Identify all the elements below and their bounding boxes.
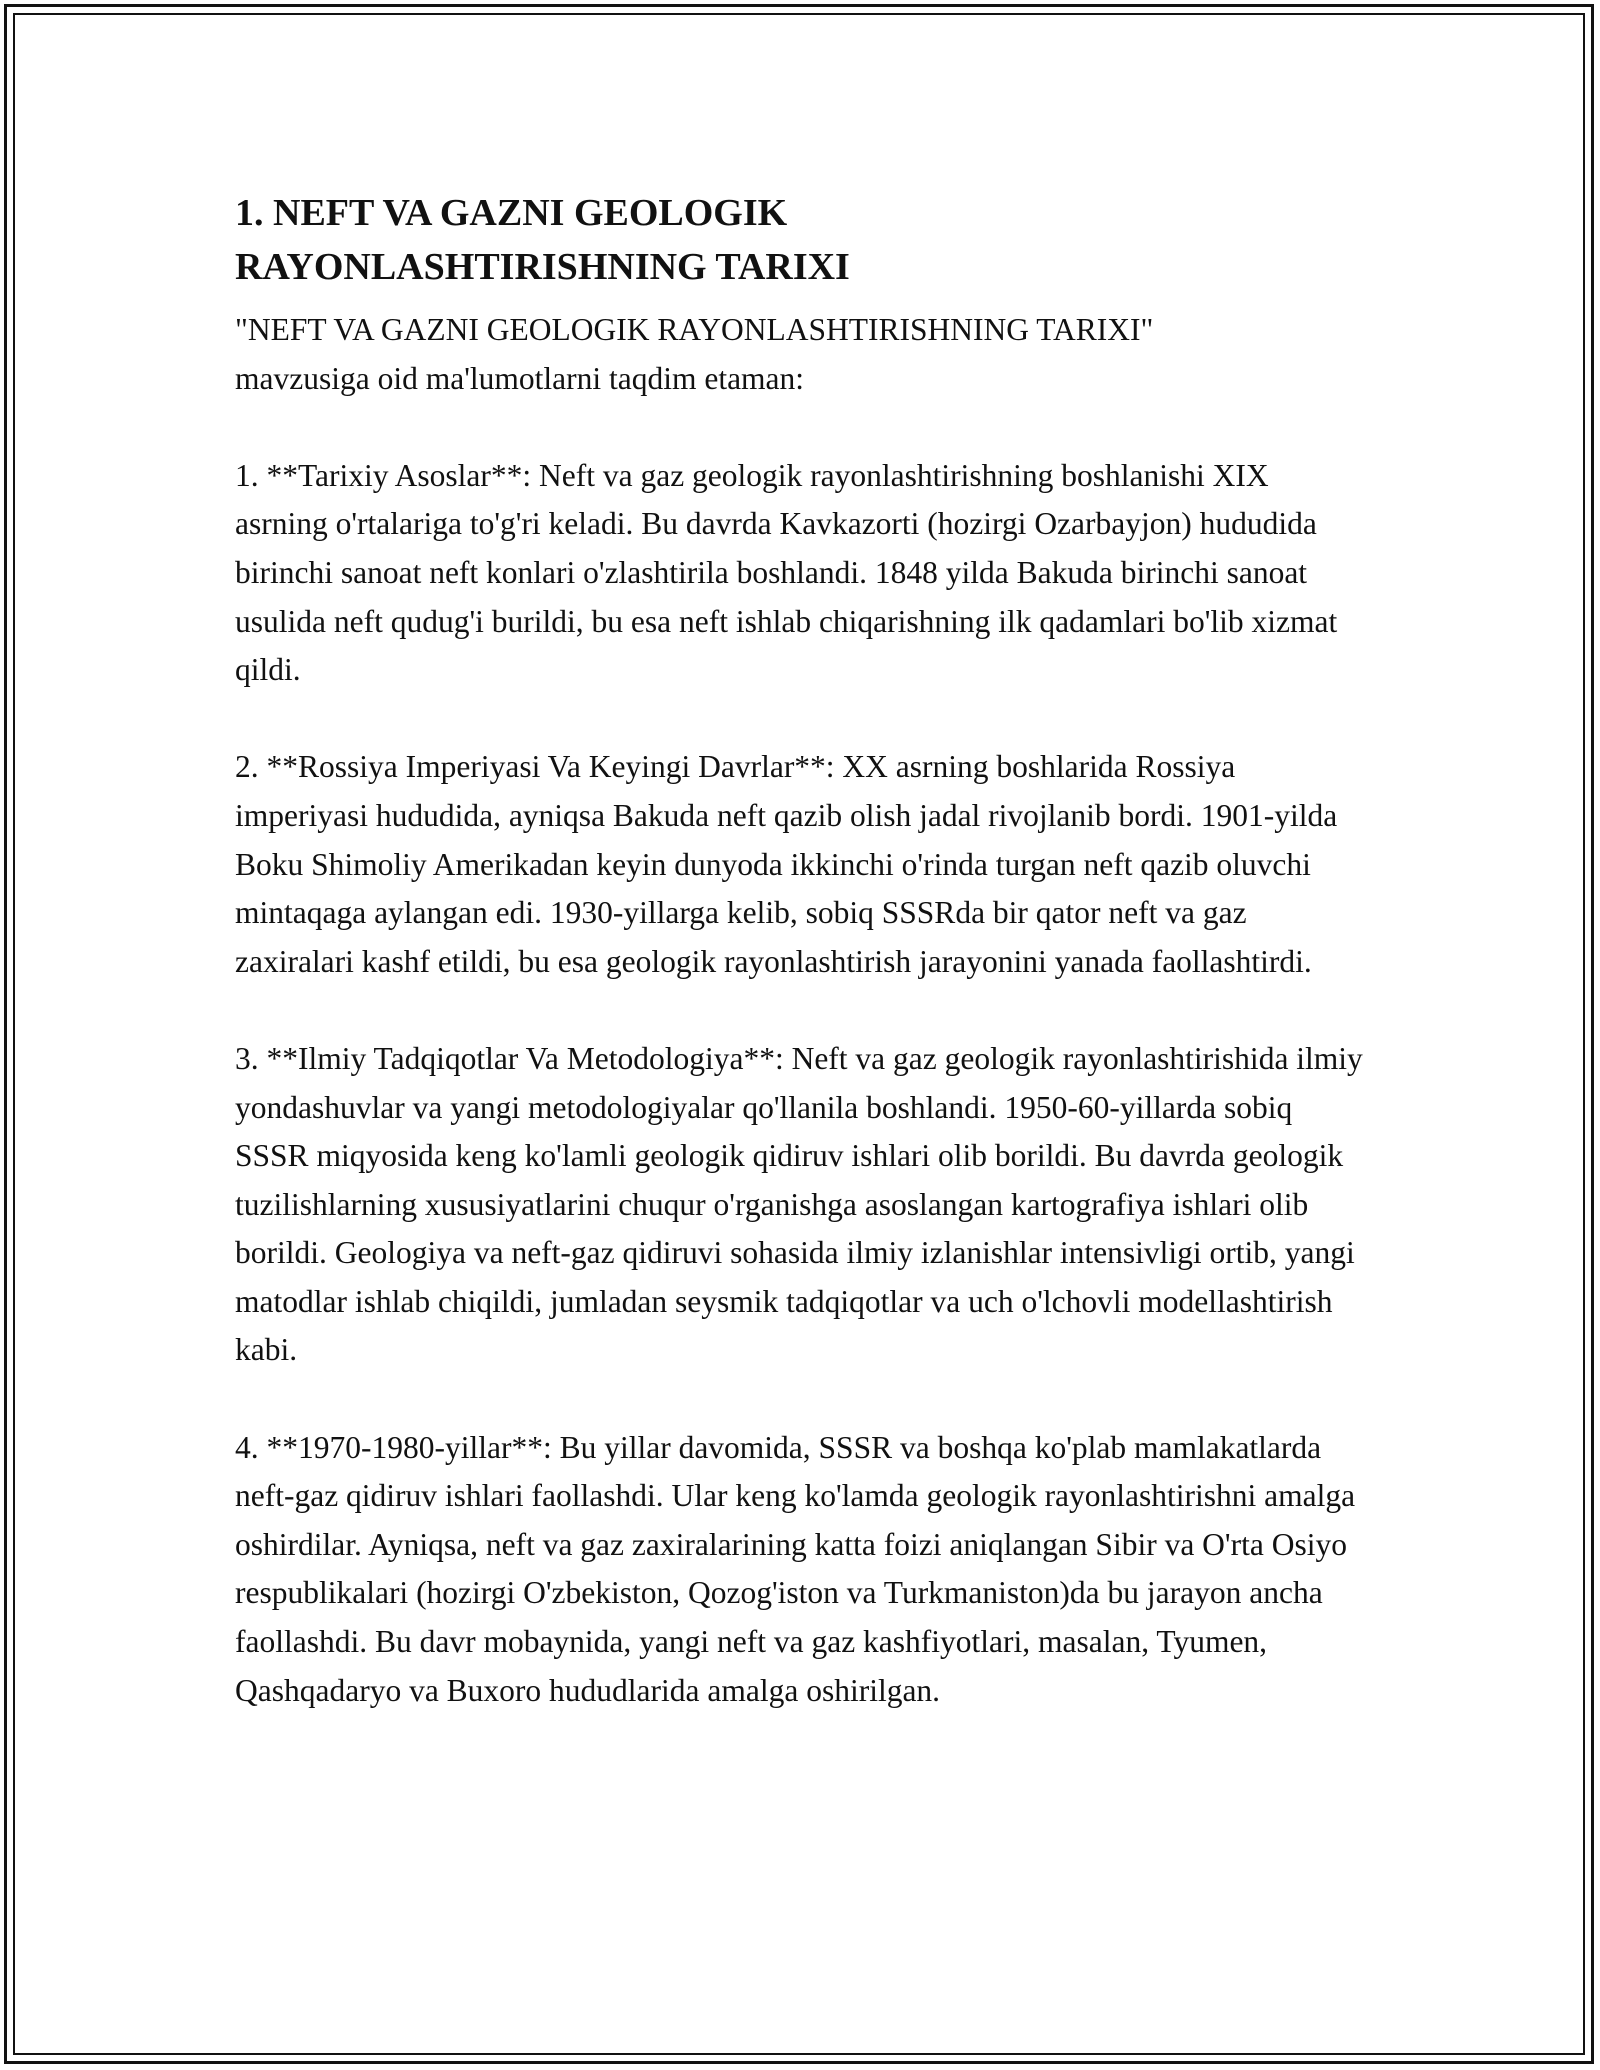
paragraph-1: 1. **Tarixiy Asoslar**: Neft va gaz geologik rayonlashtirishning boshlanishi XIX asrning o'rtalariga to'g'ri keladi. Bu davrda Kavkazorti (hozirgi Ozarbayjon) hududida birinchi sanoat neft konlari o'zlashtirila boshlandi. 1848 yilda Bakuda birinchi sanoat usulida neft qudug'i burildi, bu esa neft ishlab chiqarishning ilk qadamlari bo'lib xizmat qildi.: [235, 457, 1338, 688]
title-line-2: RAYONLASHTIRISHNING TARIXI: [235, 246, 850, 288]
document-title: [235, 186, 1365, 294]
paragraph-2: 2. **Rossiya Imperiyasi Va Keyingi Davrlar**: XX asrning boshlarida Rossiya imperiyasi hududida, ayniqsa Bakuda neft qazib olish jadal rivojlanib bordi. 1901-yilda Boku Shimoliy Amerikadan keyin dunyoda ikkinchi o'rinda turgan neft qazib oluvchi mintaqaga aylangan edi. 1930-yillarga kelib, sobiq SSSRda bir qator neft va gaz zaxiralari kashf etildi, bu esa geologik rayonlashtirish jarayonini yanada faollashtirdi.: [235, 749, 1338, 979]
title-line-1: 1. NEFT VA GAZNI GEOLOGIK: [235, 192, 788, 234]
paragraph-4: 4. **1970-1980-yillar**: Bu yillar davomida, SSSR va boshqa ko'plab mamlakatlarda neft-gaz qidiruv ishlari faollashdi. Ular keng ko'lamda geologik rayonlashtirishni amalga oshirdilar. Ayniqsa, neft va gaz zaxiralarining katta foizi aniqlangan Sibir va O'rta Osiyo respublikalari (hozirgi O'zbekiston, Qozog'iston va Turkmaniston)da bu jarayon ancha faollashdi. Bu davr mobaynida, yangi neft va gaz kashfiyotlari, masalan, Tyumen, Qashqadaryo va Buxoro hududlarida amalga oshirilgan.: [235, 1429, 1356, 1708]
intro-text: "NEFT VA GAZNI GEOLOGIK RAYONLASHTIRISHNING TARIXI" mavzusiga oid ma'lumotlarni taqdim etaman:: [235, 312, 1154, 396]
document-body: [235, 186, 1365, 1715]
paragraph-3: 3. **Ilmiy Tadqiqotlar Va Metodologiya**: Neft va gaz geologik rayonlashtirishida ilmiy yondashuvlar va yangi metodologiyalar qo'llanila boshlandi. 1950-60-yillarda sobiq SSSR miqyosida keng ko'lamli geologik qidiruv ishlari olib borildi. Bu davrda geologik tuzilishlarning xususiyatlarini chuqur o'rganishga asoslangan kartografiya ishlari olib borildi. Geologiya va neft-gaz qidiruvi sohasida ilmiy izlanishlar intensivligi ortib, yangi matodlar ishlab chiqildi, jumladan seysmik tadqiqotlar va uch o'lchovli modellashtirish kabi.: [235, 1040, 1363, 1368]
